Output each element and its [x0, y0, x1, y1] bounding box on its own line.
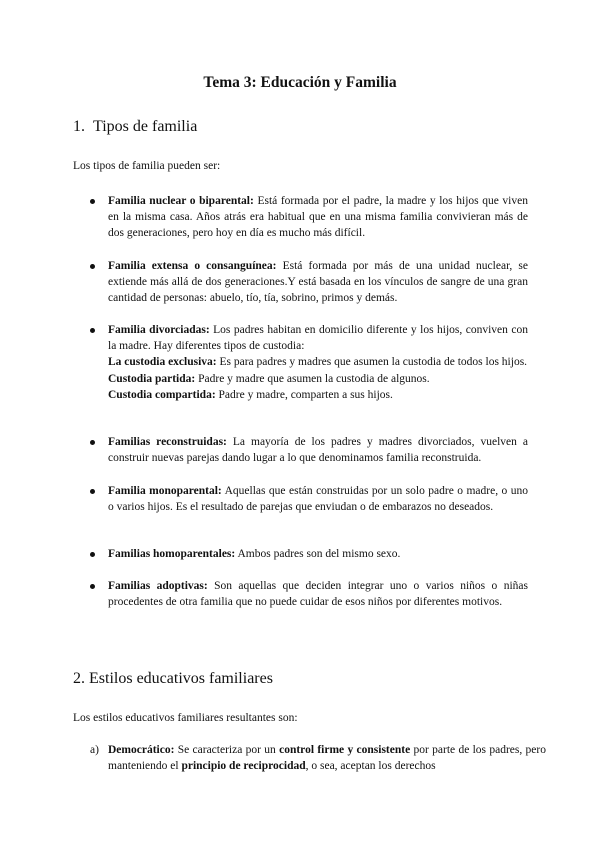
section-1-number: 1. — [73, 118, 85, 135]
text-democratico-2: por parte de los padres, pero manteniendo el — [108, 744, 546, 773]
term-custodia-partida: Custodia partida: — [108, 372, 196, 385]
list-item-monoparental — [90, 483, 528, 515]
text-custodia-partida: Padre y madre que asumen la custodia de algunos. — [195, 372, 430, 385]
text-democratico-1: Se caracteriza por un — [174, 744, 280, 756]
section-1-title: Tipos de familia — [93, 118, 198, 135]
list-item-reconstruidas — [90, 434, 528, 466]
term-divorciadas: Familia divorciadas: — [108, 324, 210, 336]
term-custodia-compartida: Custodia compartida: — [108, 388, 216, 401]
text-custodia-compartida: Padre y madre, comparten a sus hijos. — [215, 388, 393, 401]
list-marker-a: a) — [90, 744, 99, 756]
text-democratico-3: , o sea, aceptan los derechos — [305, 760, 436, 773]
section-1-heading — [73, 118, 197, 136]
term-custodia-exclusiva: La custodia exclusiva: — [108, 356, 217, 369]
list-item-democratico — [90, 742, 546, 774]
list-item-homoparentales — [90, 546, 528, 562]
list-item-adoptivas — [90, 578, 528, 610]
text-extensa: Está formada por más de una unidad nuclear, se extiende más allá de dos generaciones.Y está basada en los vínculos de sangre de una gran cantidad de personas: abuelo, tío, tía, sobrino, primos y demás. — [108, 260, 528, 305]
text-nuclear: Está formada por el padre, la madre y los hijos que viven en la misma casa. Años atrás era habitual que en una misma familia convivieran más de dos generaciones, pero hoy en día es mucho más difícil. — [108, 195, 528, 240]
term-extensa: Familia extensa o consanguínea: — [108, 260, 277, 272]
bold-control-firme: control firme y consistente — [279, 744, 411, 756]
list-item-divorciadas — [90, 322, 528, 403]
bold-principio-reciprocidad: principio de reciprocidad — [181, 760, 306, 773]
document-title: Tema 3: Educación y Familia — [203, 74, 397, 91]
text-divorciadas: Los padres habitan en domicilio diferente y los hijos, conviven con la madre. Hay diferentes tipos de custodia: — [108, 324, 528, 353]
term-homoparentales: Familias homoparentales: — [108, 548, 236, 560]
text-homoparentales: Ambos padres son del mismo sexo. — [235, 548, 401, 560]
term-reconstruidas: Familias reconstruidas: — [108, 436, 227, 448]
term-democratico: Democrático: — [108, 744, 175, 756]
text-reconstruidas: La mayoría de los padres y madres divorciados, vuelven a construir nuevas parejas dando lugar a lo que denominamos familia reconstruida. — [108, 436, 528, 465]
text-monoparental: Aquellas que están construidas por un solo padre o madre, o uno o varios hijos. Es el resultado de parejas que enviudan o de embarazos no deseados. — [108, 485, 529, 514]
term-adoptivas: Familias adoptivas: — [108, 580, 208, 592]
section-2-intro: Los estilos educativos familiares resultantes son: — [73, 712, 298, 724]
text-custodia-exclusiva: Es para padres y madres que asumen la custodia de todos los hijos. — [216, 356, 528, 369]
section-2-heading: 2. Estilos educativos familiares — [73, 670, 273, 687]
section-1-intro: Los tipos de familia pueden ser: — [73, 160, 221, 172]
term-nuclear: Familia nuclear o biparental: — [108, 195, 254, 207]
list-item-nuclear — [90, 193, 528, 242]
list-item-extensa — [90, 258, 528, 307]
text-adoptivas: Son aquellas que deciden integrar uno o varios niños o niñas procedentes de otra familia que no puede cuidar de esos niños por diferentes motivos. — [108, 580, 528, 609]
term-monoparental: Familia monoparental: — [108, 485, 222, 497]
